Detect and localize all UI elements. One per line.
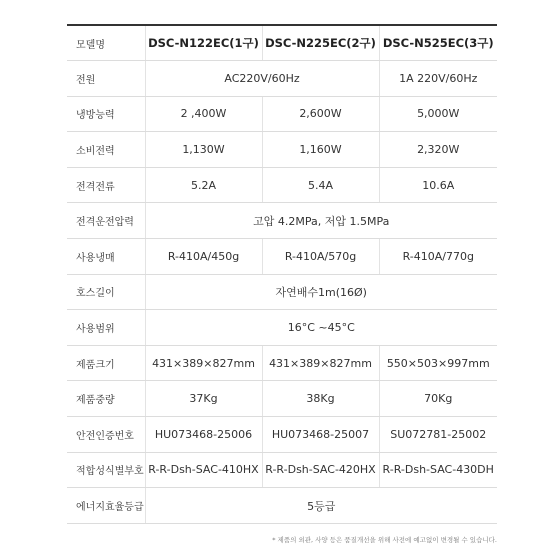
table-cell: 5.2A [145, 167, 262, 203]
table-row-hose [67, 274, 497, 310]
row-label: 호스길이 [67, 274, 145, 310]
row-label: 에너지효율등급 [67, 488, 145, 524]
table-row-consumption [67, 132, 497, 168]
table-cell: 2,600W [262, 96, 379, 132]
table-cell: HU073468-25007 [262, 417, 379, 453]
table-cell: R-410A/450g [145, 239, 262, 275]
table-cell: 1,160W [262, 132, 379, 168]
table-row-refrigerant [67, 239, 497, 275]
table-cell: 38Kg [262, 381, 379, 417]
table-cell: 5등급 [145, 488, 497, 524]
table-cell: R-410A/770g [379, 239, 497, 275]
table-row-efficiency [67, 488, 497, 524]
row-label: 소비전력 [67, 132, 145, 168]
table-cell: 자연배수1m(16Ø) [145, 274, 497, 310]
row-label: 전원 [67, 61, 145, 97]
table-row-weight [67, 381, 497, 417]
table-row-size [67, 345, 497, 381]
table-row-current [67, 167, 497, 203]
row-label: 냉방능력 [67, 96, 145, 132]
table-row-range [67, 310, 497, 346]
table-cell: 5,000W [379, 96, 497, 132]
table-cell: 2 ,400W [145, 96, 262, 132]
table-cell: 10.6A [379, 167, 497, 203]
row-label: 적합성식별부호 [67, 452, 145, 488]
table-cell: R-R-Dsh-SAC-430DH [379, 452, 497, 488]
row-label: 전격전류 [67, 167, 145, 203]
table-cell: R-410A/570g [262, 239, 379, 275]
footnote: * 제품의 외관, 사양 등은 품질개선을 위해 사전에 예고없이 변경될 수 있습니다. [272, 536, 497, 544]
header-row [67, 25, 497, 61]
table-row-safety-cert [67, 417, 497, 453]
table-row-conformity [67, 452, 497, 488]
row-label: 사용냉매 [67, 239, 145, 275]
table-cell: 1A 220V/60Hz [379, 61, 497, 97]
table-cell: SU072781-25002 [379, 417, 497, 453]
table-cell: R-R-Dsh-SAC-410HX [145, 452, 262, 488]
table-cell: 16°C ~45°C [145, 310, 497, 346]
table-cell: R-R-Dsh-SAC-420HX [262, 452, 379, 488]
table-cell: 431×389×827mm [145, 345, 262, 381]
table-cell: 5.4A [262, 167, 379, 203]
table-cell: HU073468-25006 [145, 417, 262, 453]
row-label: 제품크기 [67, 345, 145, 381]
table-cell: 1,130W [145, 132, 262, 168]
row-label: 사용범위 [67, 310, 145, 346]
spec-table [67, 24, 497, 524]
model-name: DSC-N525EC(3구) [379, 25, 497, 61]
table-cell: 고압 4.2MPa, 저압 1.5MPa [145, 203, 497, 239]
model-name: DSC-N225EC(2구) [262, 25, 379, 61]
table-cell: 550×503×997mm [379, 345, 497, 381]
table-cell: 70Kg [379, 381, 497, 417]
table-cell: 431×389×827mm [262, 345, 379, 381]
table-row-cooling [67, 96, 497, 132]
spec-sheet [67, 24, 497, 524]
table-cell: 2,320W [379, 132, 497, 168]
table-cell: 37Kg [145, 381, 262, 417]
row-label: 안전인증번호 [67, 417, 145, 453]
table-cell: AC220V/60Hz [145, 61, 379, 97]
row-label: 모델명 [67, 25, 145, 61]
table-row-power [67, 61, 497, 97]
row-label: 전격운전압력 [67, 203, 145, 239]
model-name: DSC-N122EC(1구) [145, 25, 262, 61]
row-label: 제품중량 [67, 381, 145, 417]
table-row-pressure [67, 203, 497, 239]
